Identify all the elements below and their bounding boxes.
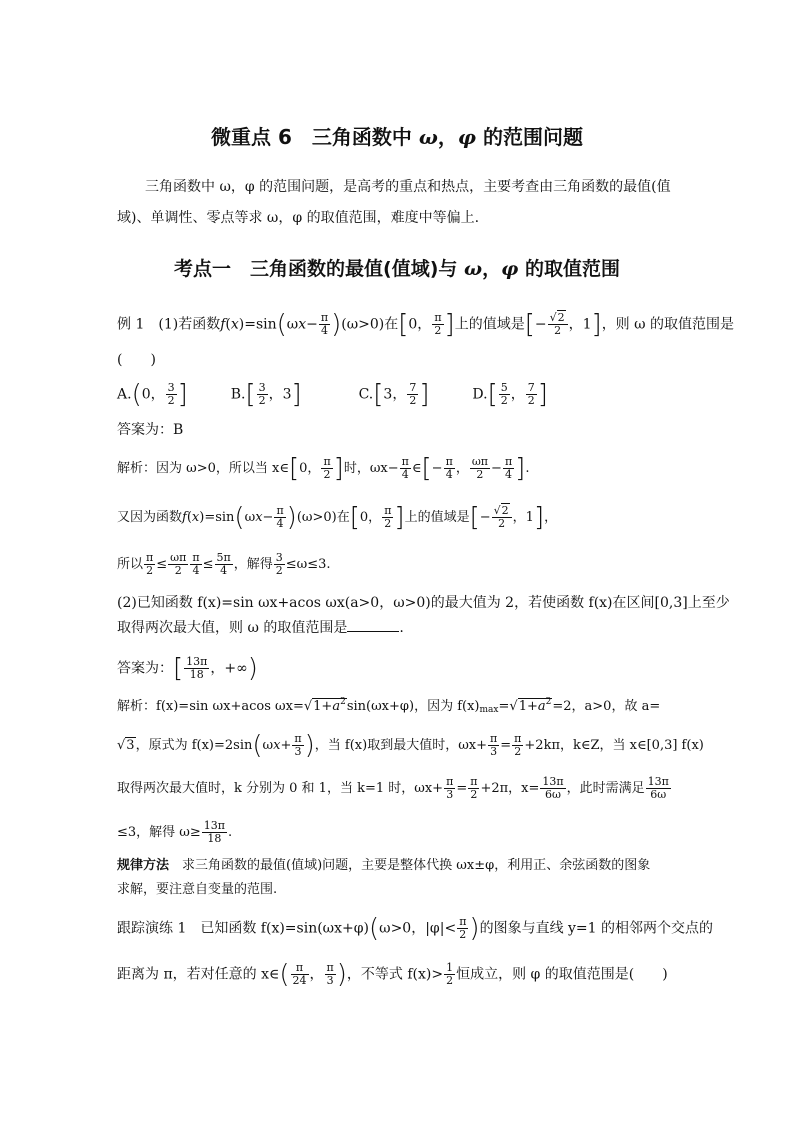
section-heading: 考点一 三角函数的最值(值域)与 ω，φ 的取值范围: [174, 258, 620, 280]
analysis2-line3: 取得两次最大值时，k 分别为 0 和 1，当 k=1 时，ωx+ $\frac{\pi}{3}$ = $\frac{\pi}{2}$ +2π，x= $\frac{13\pi}{6\omega}$ ，此时需满足 $\frac{13\pi}{6\omega}$: [117, 775, 669, 801]
analysis1-line1: 解析：因为 ω>0，所以当 x∈[0， $\frac{\pi}{2}$ ]时，ωx− $\frac{\pi}{4}$ ∈[− $\frac{\pi}{4}$ ， $\frac{\omega\pi}{2}$ − $\frac{\pi}{4}$ ].: [117, 453, 530, 484]
analysis1-line3: 所以 $\frac{\pi}{2}$ ≤ $\frac{\omega\pi}{2}$ $\frac{\pi}{4}$ ≤ $\frac{5\pi}{4}$ ，解得 $\frac{3}{2}$ ≤ω≤3.: [117, 551, 331, 577]
answer2: 答案为：[ $\frac{13\pi}{18}$ ，+∞): [117, 653, 258, 684]
example2-line1: (2)已知函数 f(x)=sin ωx+acos ωx(a>0，ω>0)的最大值为 2，若使函数 f(x)在区间[0,3]上至少: [117, 595, 730, 611]
practice1-line2: 距离为 π，若对任意的 x∈( $\frac{\pi}{24}$ ， $\frac{\pi}{3}$ )，不等式 f(x)> $\frac{1}{2}$ 恒成立，则 φ 的取值范围是( ): [117, 959, 668, 990]
example1-paren: ( ): [117, 352, 156, 368]
answer-blank: [347, 619, 399, 632]
intro-paragraph: 三角函数中 ω，φ 的范围问题，是高考的重点和热点，主要考查由三角函数的最值(值域)、单调性、零点等求 ω，φ 的取值范围，难度中等偏上.: [117, 179, 671, 226]
practice1-line1: 跟踪演练 1 已知函数 f(x)=sin(ωx+φ)(ω>0，|φ|< $\frac{\pi}{2}$ )的图象与直线 y=1 的相邻两个交点的: [117, 913, 714, 944]
answer1: 答案为：B: [117, 422, 184, 438]
page-title: 微重点 6 三角函数中 ω，φ 的范围问题: [211, 125, 583, 149]
example1-options: A.(0， $\frac{3}{2}$ ] B.[ $\frac{3}{2}$ ，3] C.[3， $\frac{7}{2}$ ] D.[ $\frac{5}{2}$ ， $\frac{7}{2}$ ]: [117, 379, 548, 410]
example2-line2: 取得两次最大值，则 ω 的取值范围是 .: [117, 620, 404, 636]
analysis2-line4: ≤3，解得 ω≥ $\frac{13\pi}{18}$ .: [117, 819, 233, 845]
analysis1-line2: 又因为函数f(x)=sin(ωx− $\frac{\pi}{4}$ )(ω>0)在[0， $\frac{\pi}{2}$ ]上的值域是[− $\frac{√2}{2}$ ，1]，: [117, 502, 558, 533]
rule-method: 规律方法 求三角函数的最值(值域)问题，主要是整体代换 ωx±φ，利用正、余弦函数的图象: [117, 858, 651, 873]
analysis2-line2: √3，原式为 f(x)=2sin(ωx+ $\frac{\pi}{3}$ )，当 f(x)取到最大值时，ωx+ $\frac{\pi}{3}$ = $\frac{\pi}{2}$ +2kπ，k∈Z，当 x∈[0,3] f(x): [117, 730, 704, 761]
analysis2-line1: 解析：f(x)=sin ωx+acos $\omega x=√1+a^2\sin(\omega x+\varphi)$，因为 $f(x)_{max}=√1+a^2=2$，a>0，故 a=: [117, 697, 661, 715]
rule-method-line2: 求解，要注意自变量的范围.: [117, 882, 278, 897]
example1-question: 例 1 (1)若函数f(x)=sin(ωx− $\frac{\pi}{4}$ )(ω>0)在[0， $\frac{\pi}{2}$ ]上的值域是[− $\frac{√2}{2}$ ，1]，则 ω 的取值范围是: [117, 309, 735, 340]
